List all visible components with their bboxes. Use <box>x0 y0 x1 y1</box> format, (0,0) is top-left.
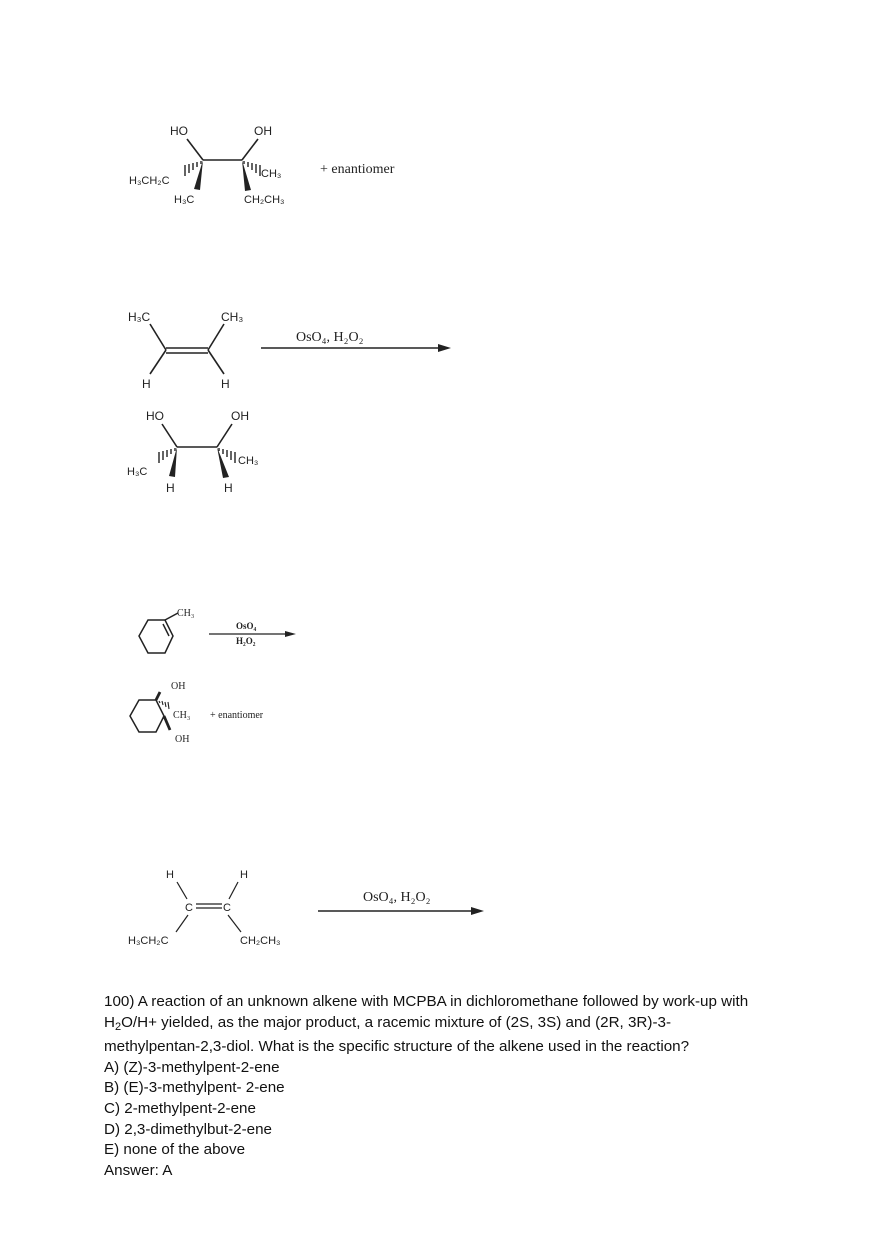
stem-subscript: 2 <box>114 1020 122 1033</box>
figure-diol-product-1 <box>120 115 420 215</box>
methyl-left-label: H₃C <box>127 466 148 478</box>
oh-label: OH <box>254 124 272 138</box>
alkene-reaction-1 <box>120 300 460 395</box>
h-right-label: H <box>224 481 233 495</box>
option-c: C) 2-methylpent-2-ene <box>104 1099 256 1117</box>
figure-alkene-reaction-1 <box>120 300 460 395</box>
h-right-label: H <box>221 377 230 391</box>
plus-enantiomer-label: + enantiomer <box>320 162 395 177</box>
c-left-label: C <box>185 902 193 914</box>
methyl-left-label: H₃C <box>174 194 195 206</box>
option-e: E) none of the above <box>104 1141 246 1159</box>
oh-label: OH <box>231 409 249 423</box>
option-a: A) (Z)-3-methylpent-2-ene <box>104 1058 280 1076</box>
figure-cyclohexane-diol <box>120 672 300 748</box>
c-right-label: C <box>223 902 231 914</box>
ethyl-left-label: H₃CH₂C <box>129 175 170 187</box>
ethyl-right-label: CH₂CH₃ <box>244 194 285 206</box>
ethyl-right-label: CH₂CH₃ <box>240 935 281 947</box>
plus-enantiomer-label: + enantiomer <box>210 710 264 721</box>
h-left-label: H <box>166 481 175 495</box>
stem-part-1: 100) A reaction of an unknown alkene with MCPBA in dichloromethane followed by work-up with H <box>104 993 749 1031</box>
ethyl-left-label: H₃CH₂C <box>128 935 169 947</box>
figure-alkene-reaction-2 <box>120 860 490 952</box>
oh-bottom-label: OH <box>175 734 190 745</box>
h-left-label: H <box>142 377 151 391</box>
arrow-head-icon <box>438 344 451 352</box>
methyl-label: CH₃ <box>177 608 195 619</box>
oh-top-label: OH <box>171 681 186 692</box>
cyclohexene-reaction <box>120 600 310 665</box>
reagent-label: OsO₄, H₂O₂ <box>296 330 364 345</box>
methyl-right-label: CH₃ <box>221 310 244 324</box>
diol-structure-1 <box>120 115 420 215</box>
alkene-reaction-2 <box>120 860 490 952</box>
question-100 <box>104 992 754 1181</box>
figure-cyclohexene-reaction <box>120 600 310 665</box>
cyclohexane-diol-structure <box>120 672 300 748</box>
ho-label: HO <box>146 409 164 423</box>
figure-diol-product-2 <box>120 402 290 500</box>
question-stem <box>104 992 754 1058</box>
arrow-head-icon <box>471 907 484 915</box>
methyl-left-label: H₃C <box>128 310 151 324</box>
methyl-right-label: CH₃ <box>261 168 282 180</box>
answer-line: Answer: A <box>104 1161 173 1179</box>
diol-structure-2 <box>120 402 290 500</box>
methyl-label: CH₃ <box>173 710 191 721</box>
option-b: B) (E)-3-methylpent- 2-ene <box>104 1079 285 1097</box>
h-left-label: H <box>166 869 174 881</box>
ho-label: HO <box>170 124 188 138</box>
reagent-top-label: OsO₄ <box>236 621 257 631</box>
option-d: D) 2,3-dimethylbut-2-ene <box>104 1120 272 1138</box>
h-right-label: H <box>240 869 248 881</box>
methyl-right-label: CH₃ <box>238 455 259 467</box>
arrow-head-icon <box>285 631 296 637</box>
stem-part-2: O/H+ yielded, as the major product, a racemic mixture of (2S, 3S) and (2R, 3R)-3-methylpentan-2,3-diol. What is the specific structure of the alkene used in the reaction? <box>104 1013 690 1056</box>
reagent-label: OsO₄, H₂O₂ <box>363 890 431 905</box>
reagent-bottom-label: H₂O₂ <box>236 636 256 646</box>
